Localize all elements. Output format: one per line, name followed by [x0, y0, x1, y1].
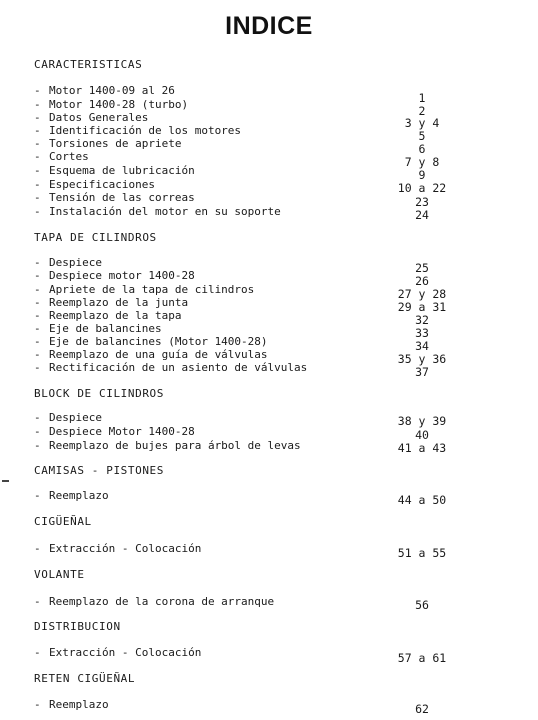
page-number: 35 y 36 — [397, 352, 447, 366]
page-number: 41 a 43 — [397, 441, 447, 455]
list-item: - Motor 1400-09 al 26 1 — [34, 84, 514, 98]
list-item: - Despiece 38 y 39 — [34, 411, 514, 425]
list-item: - Reemplazo de la corona de arranque 56 — [34, 595, 514, 609]
page-number: 24 — [415, 208, 429, 222]
list-item: - Cortes 7 y 8 — [34, 150, 514, 164]
page-number: 7 y 8 — [404, 155, 440, 169]
list-item: - Torsiones de apriete 6 — [34, 137, 514, 151]
page-number: 29 a 31 — [397, 300, 447, 314]
page-number: 37 — [415, 365, 429, 379]
list-item: - Reemplazo de bujes para árbol de levas 41 a 43 — [34, 439, 514, 453]
list-item: - Reemplazo de la junta 29 a 31 — [34, 296, 514, 310]
page-number: 10 a 22 — [397, 181, 447, 195]
page-number: 2 — [418, 104, 426, 118]
page-number: 9 — [418, 168, 426, 182]
list-item: - Tensión de las correas 23 — [34, 191, 514, 205]
page-number: 1 — [418, 91, 426, 105]
section-heading-tapa-de-cilindros: TAPA DE CILINDROS — [34, 231, 157, 244]
scan-mark — [2, 480, 9, 482]
list-item: - Apriete de la tapa de cilindros 27 y 28 — [34, 283, 514, 297]
list-item: - Datos Generales 3 y 4 — [34, 111, 514, 125]
list-item: - Esquema de lubricación 9 — [34, 164, 514, 178]
list-item: - Reemplazo de la tapa 32 — [34, 309, 514, 323]
page-number: 44 a 50 — [397, 493, 447, 507]
list-item: - Reemplazo de una guía de válvulas 35 y 36 — [34, 348, 514, 362]
list-item: - Motor 1400-28 (turbo) 2 — [34, 98, 514, 112]
page-number: 56 — [415, 598, 429, 612]
list-item: - Eje de balancines (Motor 1400-28) 34 — [34, 335, 514, 349]
list-item: - Extracción - Colocación 51 a 55 — [34, 542, 514, 556]
section-heading-reten-ciguenal: RETEN CIGÜEÑAL — [34, 672, 136, 685]
page-number: 26 — [415, 274, 429, 288]
page-number: 5 — [418, 129, 426, 143]
list-item: - Despiece 25 — [34, 256, 514, 270]
page-number: 32 — [415, 313, 429, 327]
list-item: - Instalación del motor en su soporte 24 — [34, 205, 514, 219]
page-number: 33 — [415, 326, 429, 340]
list-item: - Extracción - Colocación 57 a 61 — [34, 646, 514, 660]
list-item: - Despiece Motor 1400-28 40 — [34, 425, 514, 439]
list-item: - Identificación de los motores 5 — [34, 124, 514, 138]
section-heading-distribucion: DISTRIBUCION — [34, 620, 121, 633]
list-item: - Despiece motor 1400-28 26 — [34, 269, 514, 283]
section-heading-camisas-pistones: CAMISAS - PISTONES — [34, 464, 165, 477]
page-number: 34 — [415, 339, 429, 353]
page-number: 23 — [415, 195, 429, 209]
list-item: - Reemplazo 44 a 50 — [34, 489, 514, 503]
page-number: 57 a 61 — [397, 651, 447, 665]
page-number: 62 — [415, 702, 429, 716]
list-item: - Reemplazo 62 — [34, 698, 514, 712]
page-number: 3 y 4 — [404, 116, 440, 130]
page-number: 25 — [415, 261, 429, 275]
section-heading-caracteristicas: CARACTERISTICAS — [34, 58, 143, 71]
page-number: 38 y 39 — [397, 414, 447, 428]
section-heading-block-de-cilindros: BLOCK DE CILINDROS — [34, 387, 165, 400]
list-item: - Eje de balancines 33 — [34, 322, 514, 336]
section-heading-volante: VOLANTE — [34, 568, 85, 581]
page-number: 40 — [415, 428, 429, 442]
page-number: 51 a 55 — [397, 546, 447, 560]
page-title: INDICE — [225, 12, 313, 40]
page-number: 6 — [418, 142, 426, 156]
list-item: - Rectificación de un asiento de válvulas 37 — [34, 361, 514, 375]
section-heading-ciguenal: CIGÜEÑAL — [34, 515, 92, 528]
list-item: - Especificaciones 10 a 22 — [34, 178, 514, 192]
page-number: 27 y 28 — [397, 287, 447, 301]
